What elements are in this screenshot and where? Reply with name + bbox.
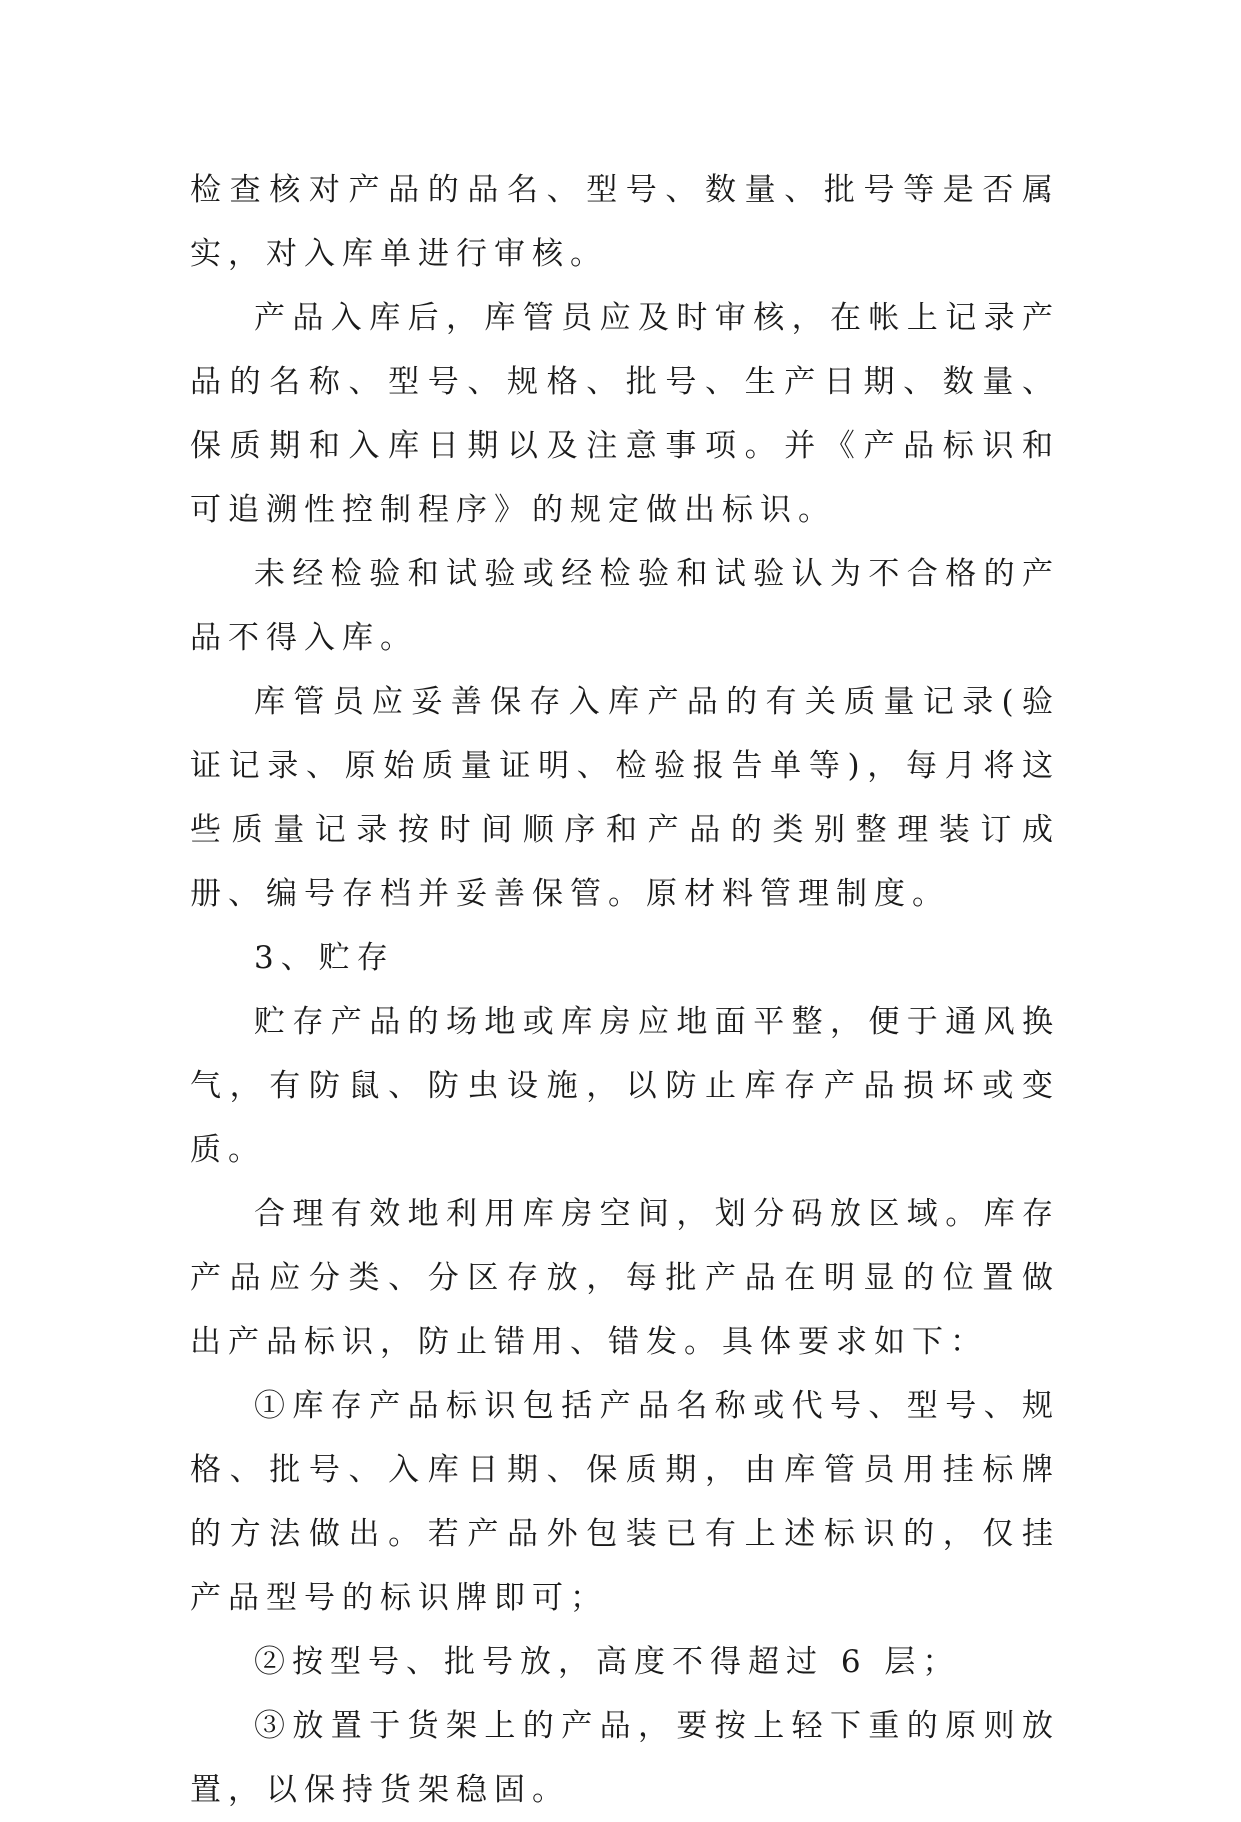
paragraph-storage-site: 贮存产品的场地或库房应地面平整，便于通风换气，有防鼠、防虫设施，以防止库存产品损坏或变质。 bbox=[190, 1004, 1060, 1168]
paragraph-inbound-check: 检查核对产品的品名、型号、数量、批号等是否属实，对入库单进行审核。 bbox=[190, 172, 1060, 272]
paragraph-storage-space: 合理有效地利用库房空间，划分码放区域。库存产品应分类、分区存放，每批产品在明显的位置做出产品标识，防止错用、错发。具体要求如下： bbox=[190, 1196, 1060, 1360]
document-body bbox=[190, 158, 1060, 1822]
section-heading-storage: 3、贮存 bbox=[254, 940, 395, 976]
paragraph-quality-records: 库管员应妥善保存入库产品的有关质量记录(验证记录、原始质量证明、检验报告单等)，每月将这些质量记录按时间顺序和产品的类别整理装订成册、编号存档并妥善保管。原材料管理制度。 bbox=[190, 684, 1060, 912]
list-item-labeling: ①库存产品标识包括产品名称或代号、型号、规格、批号、入库日期、保质期，由库管员用挂标牌的方法做出。若产品外包装已有上述标识的，仅挂产品型号的标识牌即可； bbox=[190, 1388, 1060, 1616]
paragraph-inbound-record: 产品入库后，库管员应及时审核，在帐上记录产品的名称、型号、规格、批号、生产日期、数量、保质期和入库日期以及注意事项。并《产品标识和可追溯性控制程序》的规定做出标识。 bbox=[190, 300, 1060, 528]
list-item-stacking: ②按型号、批号放，高度不得超过 6 层； bbox=[254, 1644, 961, 1680]
paragraph-unqualified-products: 未经检验和试验或经检验和试验认为不合格的产品不得入库。 bbox=[190, 556, 1060, 656]
list-item-shelving: ③放置于货架上的产品，要按上轻下重的原则放置，以保持货架稳固。 bbox=[190, 1708, 1060, 1808]
